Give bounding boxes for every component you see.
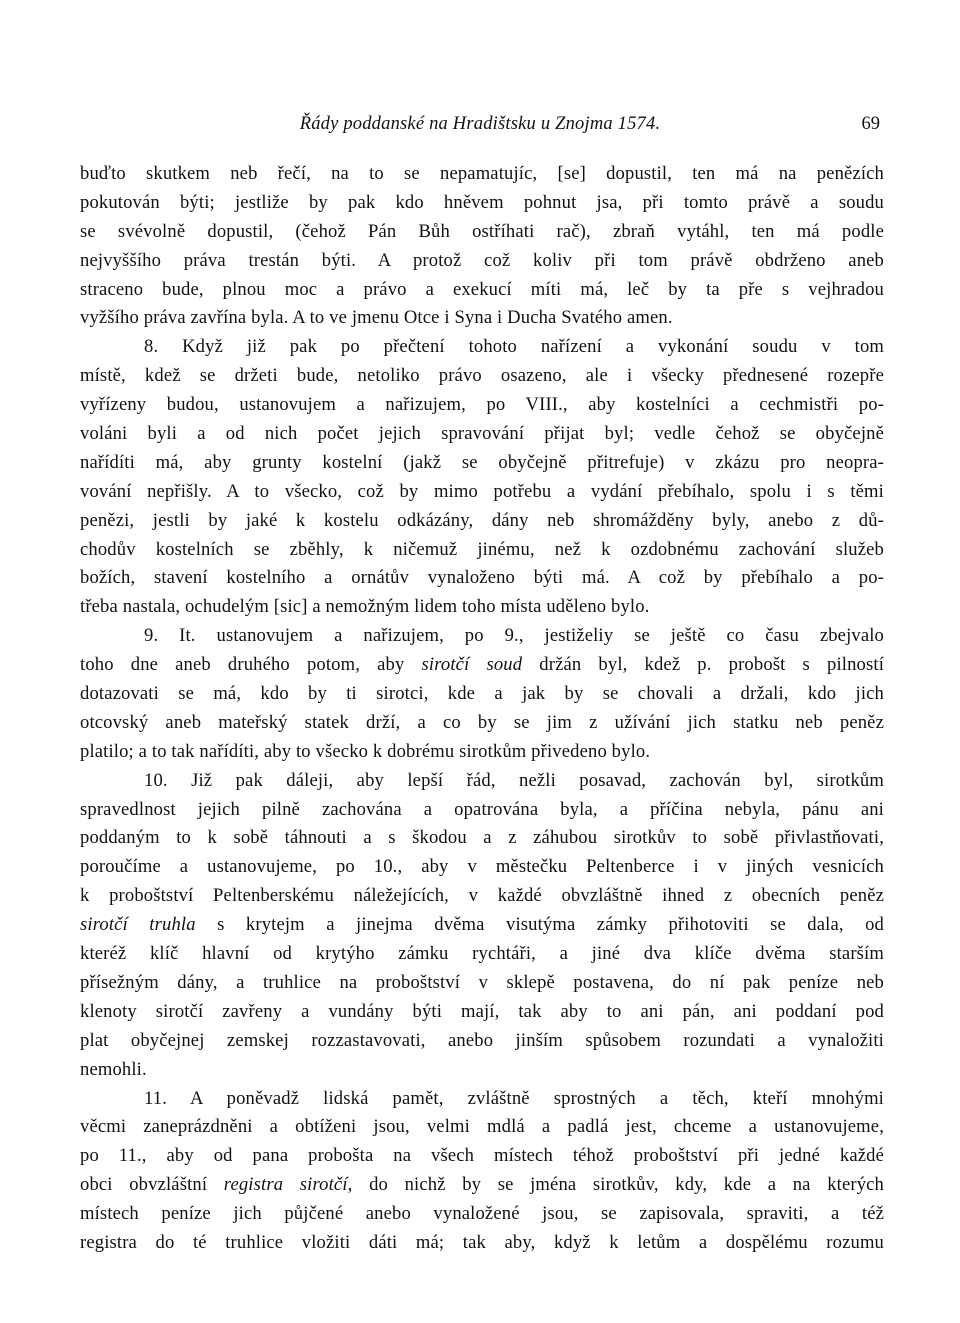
text-run: klenoty sirotčí zavřeny a vundány býti mají, tak aby to ani pán, ani poddaní pod xyxy=(80,1000,884,1022)
text-run: věcmi zaneprázdněni a obtíženi jsou, velmi mdlá a padlá jest, chceme a ustanovujeme, xyxy=(80,1116,884,1138)
text-run: vyřízeny budou, ustanovujem a nařizujem, po VIII., aby kostelníci a cechmistři po- xyxy=(80,394,884,416)
text-line xyxy=(80,1200,884,1229)
text-run: dotazovati se má, kdo by ti sirotci, kde a jak by se chovali a držali, kdo jich xyxy=(80,683,884,705)
text-run: otcovský aneb mateřský statek drží, a co by se jim z užívání jich statku neb peněz xyxy=(80,711,884,733)
text-line xyxy=(80,709,884,738)
text-line xyxy=(80,247,884,276)
text-line xyxy=(80,1229,884,1258)
text-line xyxy=(80,969,884,998)
running-title: Řády poddanské na Hradištsku u Znojma 1574. xyxy=(299,114,661,134)
text-line xyxy=(80,767,884,796)
text-run: místě, kdež se držeti bude, netoliko právo osazeno, ale i všecky přednesené rozepře xyxy=(80,365,884,387)
text-line xyxy=(80,449,884,478)
text-line xyxy=(80,911,884,940)
text-run: straceno bude, plnou moc a právo a exekucí míti má, leč by ta pře s vejhradou xyxy=(80,278,884,300)
text-line xyxy=(80,1113,884,1142)
text-line xyxy=(80,333,884,362)
text-run: nemohli. xyxy=(80,1058,147,1080)
text-run: voláni byli a od nich počet jejich spravování přijat byl; vedle čehož se obyčejně xyxy=(80,423,884,445)
text-run: 11. A poněvadž lidská pamět, zvláštně sprostných a těch, kteří mnohými xyxy=(144,1087,884,1109)
text-line xyxy=(80,882,884,911)
text-run: platilo; a to tak nařídíti, aby to všecko k dobrému sirotkům přivedeno bylo. xyxy=(80,740,651,762)
text-line xyxy=(80,276,884,305)
text-run: nejvyššího práva trestán býti. A protož což koliv při tom právě obdrženo aneb xyxy=(80,249,884,271)
text-run: registra do té truhlice vložiti dáti má; tak aby, když k letům a dospělému rozumu xyxy=(80,1231,884,1253)
text-line xyxy=(80,998,884,1027)
text-line xyxy=(80,824,884,853)
text-run: poroučíme a ustanovujeme, po 10., aby v městečku Peltenberce i v jiných vesnicích xyxy=(80,856,884,878)
text-run: vyžšího práva zavřína byla. A to ve jmenu Otce i Syna i Ducha Svatého amen. xyxy=(80,307,673,329)
text-line xyxy=(80,1056,884,1085)
page-number: 69 xyxy=(861,114,880,134)
text-run: chodův kostelních se zběhly, k ničemuž jinému, než k ozdobnému zachování služeb xyxy=(80,538,884,560)
text-line xyxy=(80,160,884,189)
text-line xyxy=(80,1171,884,1200)
text-line xyxy=(80,391,884,420)
text-run: se svévolně dopustil, (čehož Pán Bůh ostříhati rač), zbraň vytáhl, ten má podle xyxy=(80,220,884,242)
running-head xyxy=(80,112,880,136)
text-run: po 11., aby od pana probošta na všech místech téhož proboštství při jedné každé xyxy=(80,1145,884,1167)
text-line xyxy=(80,478,884,507)
text-run: držán byl, kdež p. probošt s pilností xyxy=(522,654,885,676)
text-run: buďto skutkem neb řečí, na to se nepamatujíc, [se] dopustil, ten má na penězích xyxy=(80,163,884,184)
text-run: toho dne aneb druhého potom, aby xyxy=(80,654,422,676)
text-line xyxy=(80,853,884,882)
text-line xyxy=(80,1085,884,1114)
text-run: 10. Již pak dáleji, aby lepší řád, nežli posavad, zachován byl, sirotkům xyxy=(144,769,884,791)
text-line xyxy=(80,680,884,709)
italic-term: sirotčí soud xyxy=(421,654,523,676)
text-run: 8. Když již pak po přečtení tohoto nařízení a vykonání soudu v tom xyxy=(144,336,884,358)
text-run: 9. It. ustanovujem a nařizujem, po 9., jestiželiy se ještě co času zbejvalo xyxy=(144,625,884,647)
text-run: třeba nastala, ochudelým [sic] a nemožným lidem toho místa uděleno bylo. xyxy=(80,596,650,618)
text-line xyxy=(80,362,884,391)
text-run: penězi, jestli by jaké k kostelu odkázány, dány neb shromážděny byly, anebo z dů- xyxy=(80,509,884,531)
text-line xyxy=(80,536,884,565)
text-run: poddaným to k sobě táhnouti a s škodou a z záhubou sirotkův to sobě přivlastňovati, xyxy=(80,827,884,849)
text-run: vování nepřišly. A to všecko, což by mimo potřebu a vydání přebíhalo, spolu i s těmi xyxy=(80,480,884,502)
text-run: do nichž by se jména sirotkův, kdy, kde a na kterých xyxy=(352,1174,884,1196)
text-line xyxy=(80,420,884,449)
text-line xyxy=(80,796,884,825)
text-line xyxy=(80,738,884,767)
text-line xyxy=(80,507,884,536)
text-run: k proboštství Peltenberskému náležejících, v každé obvzláštně ihned z obecních peněz xyxy=(80,885,884,907)
text-line xyxy=(80,593,884,622)
text-run: nařídíti má, aby grunty kostelní (jakž se obyčejně přitrefuje) v zkázu pro neopra- xyxy=(80,451,884,473)
text-line xyxy=(80,189,884,218)
italic-term: registra sirotčí, xyxy=(223,1174,353,1196)
body-text xyxy=(80,160,884,1258)
text-run: přísežným dány, a truhlice na proboštství v sklepě postavena, do ní pak peníze neb xyxy=(80,971,884,993)
text-line xyxy=(80,218,884,247)
text-line xyxy=(80,564,884,593)
text-line xyxy=(80,622,884,651)
text-run: plat obyčejnej zemskej rozzastavovati, anebo jinším spůsobem rozundati a vynaložiti xyxy=(80,1029,884,1051)
text-line xyxy=(80,940,884,969)
text-run: místech peníze jich půjčené anebo vynaložené jsou, se zapisovala, spraviti, a též xyxy=(80,1203,884,1225)
text-run: spravedlnost jejich pilně zachována a opatrována byla, a příčina nebyla, pánu ani xyxy=(80,798,884,820)
text-run: božích, stavení kostelního a ornátův vynaloženo býti má. A což by přebíhalo a po- xyxy=(80,567,884,589)
text-line xyxy=(80,304,884,333)
text-line xyxy=(80,1142,884,1171)
text-line xyxy=(80,651,884,680)
text-run: obci obvzláštní xyxy=(80,1174,224,1196)
text-run: pokutován býti; jestliže by pak kdo hněvem pohnut jsa, při tomto právě a soudu xyxy=(80,191,884,213)
italic-term: sirotčí truhla xyxy=(80,914,196,936)
text-run: kteréž klíč hlavní od krytýho zámku rychtáři, a jiné dva klíče dvěma starším xyxy=(80,943,884,965)
text-run: s krytejm a jinejma dvěma visutýma zámky přihotoviti se dala, od xyxy=(195,914,884,936)
text-line xyxy=(80,1027,884,1056)
